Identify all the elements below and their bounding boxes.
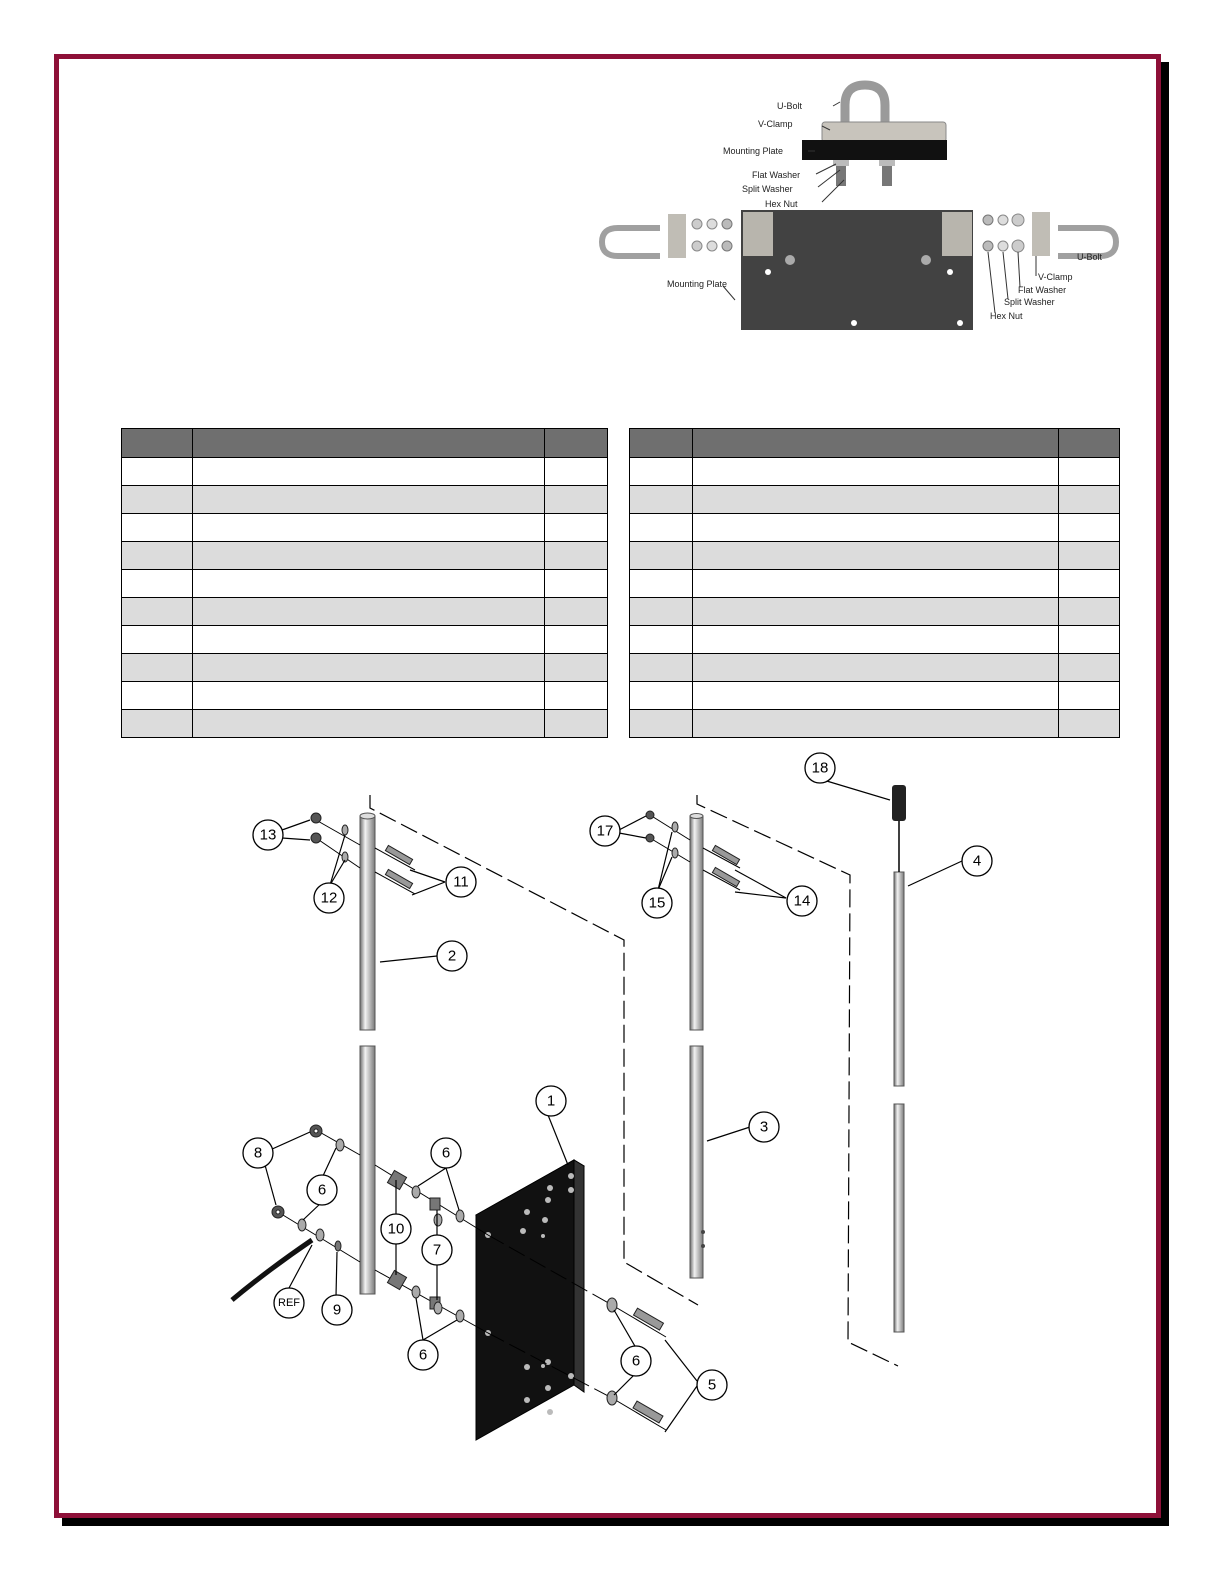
pole-4 bbox=[892, 785, 906, 1332]
callout-6: 6 bbox=[631, 1352, 641, 1370]
callout-11: 11 bbox=[453, 873, 469, 891]
label-split-washer: Split Washer bbox=[742, 184, 793, 194]
callout-7: 7 bbox=[432, 1241, 442, 1259]
label-flat-washer: Flat Washer bbox=[752, 170, 801, 180]
callout-1: 1 bbox=[546, 1092, 556, 1110]
pole-3 bbox=[690, 814, 705, 1279]
callout-6: 6 bbox=[418, 1346, 428, 1364]
callout-6: 6 bbox=[317, 1181, 327, 1199]
callout-ref: REF bbox=[278, 1297, 300, 1309]
callout-17: 17 bbox=[596, 822, 614, 840]
label-v-clamp: V-Clamp bbox=[758, 119, 793, 129]
callout-9: 9 bbox=[332, 1301, 342, 1319]
pole-2 bbox=[360, 813, 375, 1294]
label-mounting-plate-2: Mounting Plate bbox=[667, 279, 728, 289]
callout-8: 8 bbox=[253, 1144, 263, 1162]
label-hex-nut-2: Hex Nut bbox=[990, 311, 1023, 321]
callout-18: 18 bbox=[811, 759, 829, 777]
label-split-washer-2: Split Washer bbox=[1004, 297, 1055, 307]
callout-14: 14 bbox=[793, 892, 811, 910]
callout-3: 3 bbox=[759, 1118, 769, 1136]
callout-2: 2 bbox=[447, 947, 457, 965]
label-flat-washer-2: Flat Washer bbox=[1018, 285, 1067, 295]
callout-15: 15 bbox=[648, 894, 666, 912]
callout-12: 12 bbox=[320, 889, 338, 907]
label-u-bolt: U-Bolt bbox=[777, 101, 803, 111]
ground-cable bbox=[232, 1240, 312, 1300]
callout-circles bbox=[243, 753, 992, 1400]
label-hex-nut: Hex Nut bbox=[765, 199, 798, 209]
label-u-bolt-2: U-Bolt bbox=[1077, 252, 1103, 262]
callout-10: 10 bbox=[387, 1220, 405, 1238]
plate-1 bbox=[476, 1160, 584, 1440]
callout-5: 5 bbox=[707, 1376, 717, 1394]
label-v-clamp-2: V-Clamp bbox=[1038, 272, 1073, 282]
callout-4: 4 bbox=[972, 852, 982, 870]
callout-13: 13 bbox=[259, 826, 277, 844]
label-mounting-plate: Mounting Plate bbox=[723, 146, 784, 156]
callout-6: 6 bbox=[441, 1144, 451, 1162]
